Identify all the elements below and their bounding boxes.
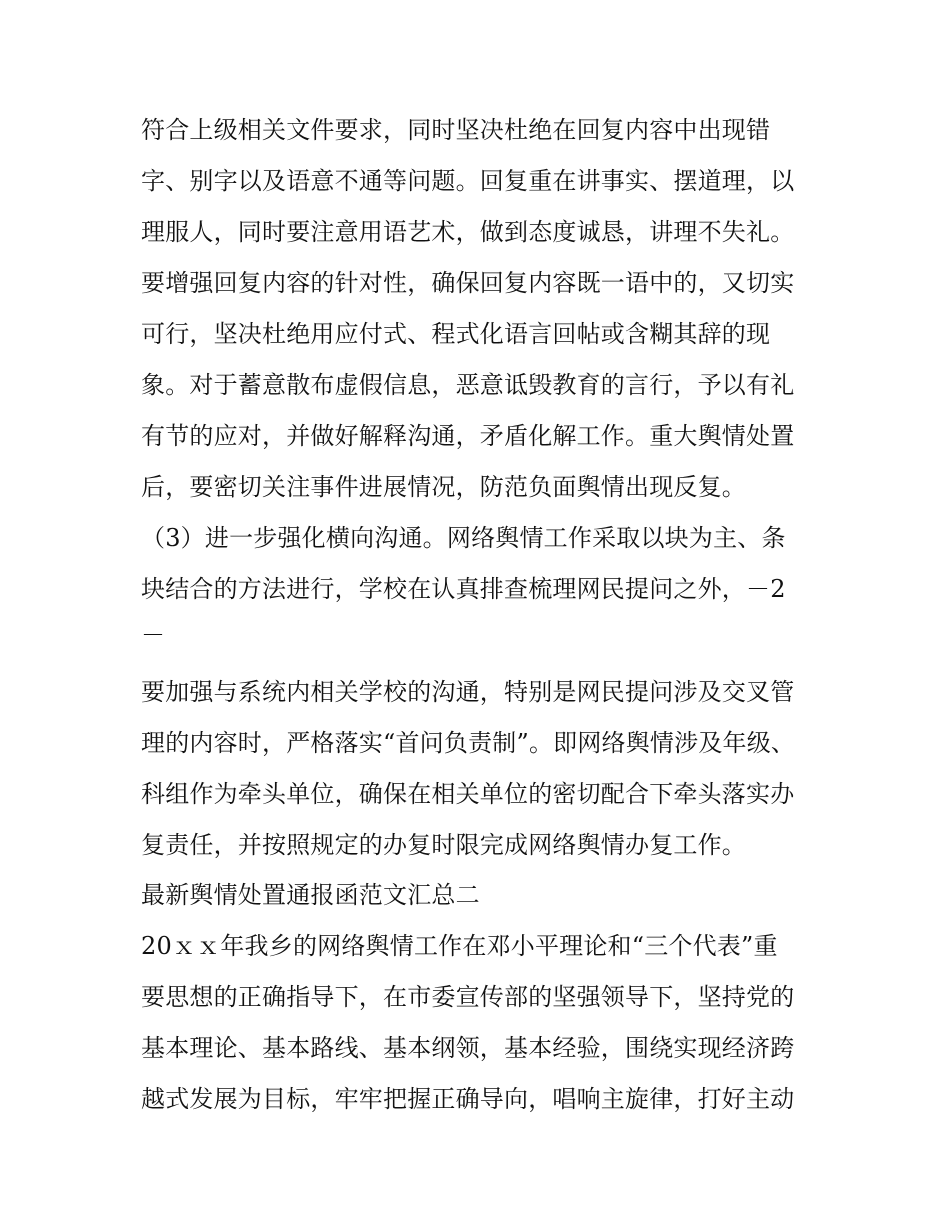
text-line: 要增强回复内容的针对性，确保回复内容既一语中的，又切实	[141, 269, 795, 297]
text-line: 要思想的正确指导下，在市委宣传部的坚强领导下，坚持党的	[141, 983, 795, 1011]
text-line: 复责任，并按照规定的办复时限完成网络舆情办复工作。	[141, 831, 746, 859]
text-line: 有节的应对，并做好解释沟通，矛盾化解工作。重大舆情处置	[141, 422, 795, 450]
text-line: 越式发展为目标，牢牢把握正确导向，唱响主旋律，打好主动	[141, 1085, 795, 1113]
text-line: 块结合的方法进行，学校在认真排查梳理网民提问之外，－2	[141, 575, 786, 603]
text-line: 理的内容时，严格落实“首问负责制”。即网络舆情涉及年级、	[141, 729, 796, 757]
text-line: 后，要密切关注事件进展情况，防范负面舆情出现反复。	[141, 473, 746, 501]
text-line: 理服人，同时要注意用语艺术，做到态度诚恳，讲理不失礼。	[141, 218, 795, 246]
text-line: 科组作为牵头单位，确保在相关单位的密切配合下牵头落实办	[141, 780, 795, 808]
text-line: 20ｘｘ年我乡的网络舆情工作在邓小平理论和“三个代表”重	[141, 932, 778, 960]
text-line: 象。对于蓄意散布虚假信息，恶意诋毁教育的言行，予以有礼	[141, 371, 795, 399]
text-line: 基本理论、基本路线、基本纲领，基本经验，围绕实现经济跨	[141, 1034, 795, 1062]
text-line: 要加强与系统内相关学校的沟通，特别是网民提问涉及交叉管	[141, 678, 795, 706]
page-number-dash: －	[141, 621, 166, 649]
text-line: 可行，坚决杜绝用应付式、程式化语言回帖或含糊其辞的现	[141, 320, 771, 348]
text-line: 符合上级相关文件要求，同时坚决杜绝在回复内容中出现错	[141, 116, 771, 144]
section-title: 最新舆情处置通报函范文汇总二	[141, 881, 480, 909]
section-heading-line: （3）进一步强化横向沟通。网络舆情工作采取以块为主、条	[141, 524, 786, 552]
text-line: 字、别字以及语意不通等问题。回复重在讲事实、摆道理，以	[141, 167, 795, 195]
